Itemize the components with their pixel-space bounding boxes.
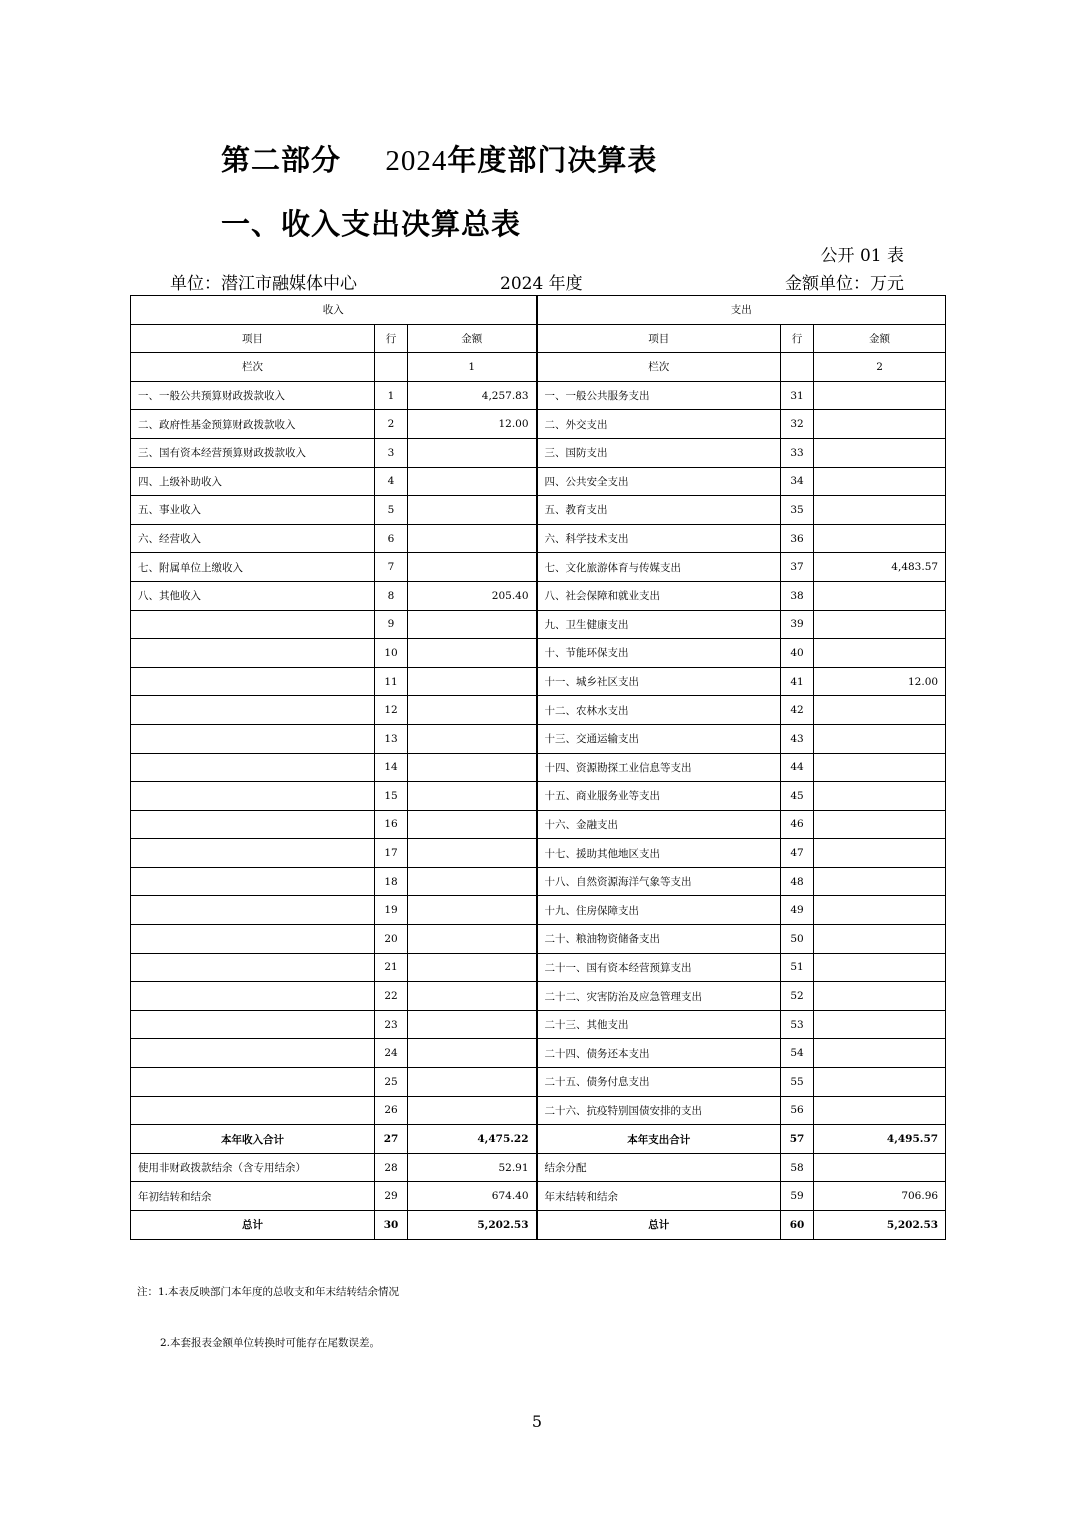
income-amount-cell xyxy=(408,438,537,467)
income-item-cell xyxy=(131,867,375,896)
expense-item-cell: 九、卫生健康支出 xyxy=(537,610,781,639)
table-row xyxy=(131,953,946,982)
income-item-cell xyxy=(131,1039,375,1068)
expense-item-cell: 十、节能环保支出 xyxy=(537,639,781,668)
income-row-cell: 25 xyxy=(375,1068,408,1097)
expense-amount-cell: 5,202.53 xyxy=(814,1211,946,1240)
expense-amount-cell: 706.96 xyxy=(814,1182,946,1211)
income-row-cell: 19 xyxy=(375,896,408,925)
expense-amount-cell: 12.00 xyxy=(814,667,946,696)
expense-row-cell: 41 xyxy=(781,667,814,696)
income-amount-cell xyxy=(408,896,537,925)
expense-amount-cell xyxy=(814,524,946,553)
income-item-cell xyxy=(131,639,375,668)
expense-item-cell: 本年支出合计 xyxy=(537,1125,781,1154)
income-row-cell: 30 xyxy=(375,1211,408,1240)
income-item-cell xyxy=(131,667,375,696)
table-row xyxy=(131,1153,946,1182)
expense-item-cell: 二十二、灾害防治及应急管理支出 xyxy=(537,982,781,1011)
expense-row-cell: 33 xyxy=(781,438,814,467)
income-item-cell: 五、事业收入 xyxy=(131,496,375,525)
expense-amount-cell xyxy=(814,467,946,496)
expense-header: 支出 xyxy=(537,296,946,325)
table-row xyxy=(131,724,946,753)
expense-row-cell: 40 xyxy=(781,639,814,668)
income-row-cell: 20 xyxy=(375,925,408,954)
income-item-cell xyxy=(131,782,375,811)
table-number: 公开 01 表 xyxy=(820,246,904,266)
expense-item-cell: 十四、资源勘探工业信息等支出 xyxy=(537,753,781,782)
expense-item-cell: 六、科学技术支出 xyxy=(537,524,781,553)
income-row-cell: 14 xyxy=(375,753,408,782)
income-item-cell: 六、经营收入 xyxy=(131,524,375,553)
table-title: 一、收入支出决算总表 xyxy=(221,207,522,241)
income-item-cell: 本年收入合计 xyxy=(131,1125,375,1154)
expense-column-number: 2 xyxy=(814,353,946,382)
table-row xyxy=(131,1039,946,1068)
expense-item-cell: 十九、住房保障支出 xyxy=(537,896,781,925)
income-item-cell: 总计 xyxy=(131,1211,375,1240)
income-item-cell: 使用非财政拨款结余（含专用结余） xyxy=(131,1153,375,1182)
income-amount-cell: 52.91 xyxy=(408,1153,537,1182)
income-item-cell xyxy=(131,1010,375,1039)
income-amount-cell xyxy=(408,810,537,839)
year-label: 2024 年度 xyxy=(500,274,583,294)
page-number: 5 xyxy=(531,1412,543,1431)
expense-row-cell: 52 xyxy=(781,982,814,1011)
table-row xyxy=(131,639,946,668)
expense-amount-cell xyxy=(814,1068,946,1097)
income-item-cell xyxy=(131,839,375,868)
expense-row-cell: 31 xyxy=(781,381,814,410)
table-row xyxy=(131,1125,946,1154)
expense-amount-cell xyxy=(814,496,946,525)
expense-item-cell: 二十三、其他支出 xyxy=(537,1010,781,1039)
income-row-cell: 26 xyxy=(375,1096,408,1125)
income-item-cell: 八、其他收入 xyxy=(131,581,375,610)
table-row xyxy=(131,381,946,410)
expense-row-cell: 50 xyxy=(781,925,814,954)
table-row xyxy=(131,410,946,439)
expense-item-cell: 十三、交通运输支出 xyxy=(537,724,781,753)
income-amount-cell: 4,475.22 xyxy=(408,1125,537,1154)
unit-label: 单位：潜江市融媒体中心 xyxy=(170,274,357,294)
expense-amount-cell xyxy=(814,1096,946,1125)
income-amount-cell xyxy=(408,1010,537,1039)
income-item-cell: 四、上级补助收入 xyxy=(131,467,375,496)
expense-item-cell: 总计 xyxy=(537,1211,781,1240)
income-item-cell xyxy=(131,696,375,725)
expense-amount-cell xyxy=(814,953,946,982)
expense-item-cell: 二十一、国有资本经营预算支出 xyxy=(537,953,781,982)
income-item-cell: 年初结转和结余 xyxy=(131,1182,375,1211)
income-item-cell xyxy=(131,1068,375,1097)
expense-amount-cell xyxy=(814,581,946,610)
expense-amount-cell: 4,483.57 xyxy=(814,553,946,582)
expense-item-cell: 二十六、抗疫特别国债安排的支出 xyxy=(537,1096,781,1125)
income-column-order-row xyxy=(375,353,408,382)
expense-row-cell: 44 xyxy=(781,753,814,782)
income-amount-cell xyxy=(408,1068,537,1097)
table-row xyxy=(131,667,946,696)
income-item-cell xyxy=(131,896,375,925)
income-amount-cell xyxy=(408,953,537,982)
expense-amount-cell: 4,495.57 xyxy=(814,1125,946,1154)
table-row xyxy=(131,867,946,896)
header-row-section xyxy=(131,296,946,325)
expense-item-cell: 十二、农林水支出 xyxy=(537,696,781,725)
expense-amount-cell xyxy=(814,753,946,782)
expense-amount-cell xyxy=(814,982,946,1011)
table-row xyxy=(131,1211,946,1240)
income-item-cell xyxy=(131,925,375,954)
income-amount-cell xyxy=(408,524,537,553)
expense-amount-cell xyxy=(814,610,946,639)
expense-row-cell: 42 xyxy=(781,696,814,725)
income-row-cell: 23 xyxy=(375,1010,408,1039)
income-amount-cell xyxy=(408,782,537,811)
table-row xyxy=(131,982,946,1011)
table-row xyxy=(131,810,946,839)
expense-row-cell: 34 xyxy=(781,467,814,496)
expense-row-cell: 56 xyxy=(781,1096,814,1125)
income-amount-header: 金额 xyxy=(408,324,537,353)
income-row-cell: 8 xyxy=(375,581,408,610)
expense-item-cell: 十五、商业服务业等支出 xyxy=(537,782,781,811)
table-row xyxy=(131,610,946,639)
expense-column-order-row xyxy=(781,353,814,382)
expense-row-cell: 59 xyxy=(781,1182,814,1211)
expense-amount-cell xyxy=(814,782,946,811)
income-item-cell xyxy=(131,810,375,839)
income-amount-cell xyxy=(408,753,537,782)
table-row xyxy=(131,553,946,582)
expense-amount-cell xyxy=(814,896,946,925)
expense-item-cell: 二十四、债务还本支出 xyxy=(537,1039,781,1068)
income-expense-table xyxy=(130,295,946,1240)
income-item-cell xyxy=(131,953,375,982)
income-amount-cell xyxy=(408,639,537,668)
income-row-cell: 28 xyxy=(375,1153,408,1182)
table-row xyxy=(131,524,946,553)
expense-row-cell: 55 xyxy=(781,1068,814,1097)
expense-amount-cell xyxy=(814,925,946,954)
expense-amount-cell xyxy=(814,839,946,868)
table-row xyxy=(131,782,946,811)
expense-row-cell: 47 xyxy=(781,839,814,868)
expense-row-cell: 39 xyxy=(781,610,814,639)
income-row-cell: 22 xyxy=(375,982,408,1011)
section-year: 2024 xyxy=(385,145,448,177)
income-amount-cell xyxy=(408,839,537,868)
expense-row-cell: 45 xyxy=(781,782,814,811)
expense-amount-cell xyxy=(814,810,946,839)
expense-row-cell: 51 xyxy=(781,953,814,982)
expense-item-cell: 十八、自然资源海洋气象等支出 xyxy=(537,867,781,896)
expense-item-cell: 四、公共安全支出 xyxy=(537,467,781,496)
income-item-header: 项目 xyxy=(131,324,375,353)
income-column-order: 栏次 xyxy=(131,353,375,382)
table-row xyxy=(131,1096,946,1125)
income-amount-cell xyxy=(408,496,537,525)
income-amount-cell xyxy=(408,467,537,496)
income-row-cell: 5 xyxy=(375,496,408,525)
expense-amount-cell xyxy=(814,696,946,725)
meta-row xyxy=(170,269,904,293)
income-item-cell xyxy=(131,724,375,753)
header-row-order xyxy=(131,353,946,382)
expense-row-cell: 37 xyxy=(781,553,814,582)
income-row-cell: 3 xyxy=(375,438,408,467)
expense-amount-header: 金额 xyxy=(814,324,946,353)
footnote-1: 注：1.本表反映部门本年度的总收支和年末结转结余情况 xyxy=(137,1286,400,1298)
expense-item-cell: 结余分配 xyxy=(537,1153,781,1182)
income-row-cell: 27 xyxy=(375,1125,408,1154)
income-item-cell xyxy=(131,753,375,782)
income-row-cell: 4 xyxy=(375,467,408,496)
expense-row-cell: 53 xyxy=(781,1010,814,1039)
table-row xyxy=(131,925,946,954)
expense-row-cell: 35 xyxy=(781,496,814,525)
table-row xyxy=(131,896,946,925)
expense-row-cell: 32 xyxy=(781,410,814,439)
expense-item-header: 项目 xyxy=(537,324,781,353)
income-row-cell: 2 xyxy=(375,410,408,439)
income-row-cell: 21 xyxy=(375,953,408,982)
expense-amount-cell xyxy=(814,438,946,467)
expense-row-cell: 36 xyxy=(781,524,814,553)
income-row-header: 行 xyxy=(375,324,408,353)
income-row-cell: 1 xyxy=(375,381,408,410)
expense-amount-cell xyxy=(814,1039,946,1068)
expense-item-cell: 五、教育支出 xyxy=(537,496,781,525)
income-row-cell: 15 xyxy=(375,782,408,811)
income-amount-cell xyxy=(408,667,537,696)
income-header: 收入 xyxy=(131,296,537,325)
income-row-cell: 18 xyxy=(375,867,408,896)
income-item-cell xyxy=(131,1096,375,1125)
expense-item-cell: 八、社会保障和就业支出 xyxy=(537,581,781,610)
income-row-cell: 6 xyxy=(375,524,408,553)
income-row-cell: 10 xyxy=(375,639,408,668)
income-item-cell xyxy=(131,610,375,639)
income-row-cell: 24 xyxy=(375,1039,408,1068)
expense-amount-cell xyxy=(814,867,946,896)
expense-item-cell: 二、外交支出 xyxy=(537,410,781,439)
table-row xyxy=(131,438,946,467)
income-item-cell: 二、政府性基金预算财政拨款收入 xyxy=(131,410,375,439)
footnote-2: 2.本套报表金额单位转换时可能存在尾数误差。 xyxy=(160,1337,381,1349)
income-item-cell: 三、国有资本经营预算财政拨款收入 xyxy=(131,438,375,467)
income-item-cell: 一、一般公共预算财政拨款收入 xyxy=(131,381,375,410)
income-row-cell: 29 xyxy=(375,1182,408,1211)
expense-amount-cell xyxy=(814,1153,946,1182)
expense-amount-cell xyxy=(814,724,946,753)
table-row xyxy=(131,839,946,868)
expense-row-cell: 46 xyxy=(781,810,814,839)
table-row xyxy=(131,496,946,525)
income-amount-cell xyxy=(408,610,537,639)
income-amount-cell: 12.00 xyxy=(408,410,537,439)
income-amount-cell: 674.40 xyxy=(408,1182,537,1211)
expense-item-cell: 年末结转和结余 xyxy=(537,1182,781,1211)
expense-item-cell: 二十五、债务付息支出 xyxy=(537,1068,781,1097)
table-row xyxy=(131,467,946,496)
income-amount-cell xyxy=(408,982,537,1011)
expense-item-cell: 十一、城乡社区支出 xyxy=(537,667,781,696)
expense-row-cell: 49 xyxy=(781,896,814,925)
table-row xyxy=(131,581,946,610)
expense-item-cell: 一、一般公共服务支出 xyxy=(537,381,781,410)
table-row xyxy=(131,1010,946,1039)
expense-item-cell: 三、国防支出 xyxy=(537,438,781,467)
expense-row-cell: 48 xyxy=(781,867,814,896)
expense-row-cell: 60 xyxy=(781,1211,814,1240)
section-title-rest: 年度部门决算表 xyxy=(447,143,658,177)
income-row-cell: 12 xyxy=(375,696,408,725)
income-amount-cell xyxy=(408,553,537,582)
expense-column-order: 栏次 xyxy=(537,353,781,382)
section-heading xyxy=(221,138,657,179)
income-amount-cell xyxy=(408,867,537,896)
expense-item-cell: 十七、援助其他地区支出 xyxy=(537,839,781,868)
expense-row-cell: 38 xyxy=(781,581,814,610)
expense-item-cell: 二十、粮油物资储备支出 xyxy=(537,925,781,954)
expense-row-cell: 58 xyxy=(781,1153,814,1182)
expense-amount-cell xyxy=(814,1010,946,1039)
income-amount-cell: 205.40 xyxy=(408,581,537,610)
income-row-cell: 16 xyxy=(375,810,408,839)
expense-row-cell: 43 xyxy=(781,724,814,753)
income-item-cell xyxy=(131,982,375,1011)
expense-row-cell: 57 xyxy=(781,1125,814,1154)
income-row-cell: 13 xyxy=(375,724,408,753)
income-amount-cell: 4,257.83 xyxy=(408,381,537,410)
income-amount-cell xyxy=(408,925,537,954)
expense-amount-cell xyxy=(814,410,946,439)
income-row-cell: 9 xyxy=(375,610,408,639)
income-amount-cell xyxy=(408,724,537,753)
income-row-cell: 17 xyxy=(375,839,408,868)
income-row-cell: 7 xyxy=(375,553,408,582)
header-row-columns xyxy=(131,324,946,353)
expense-amount-cell xyxy=(814,381,946,410)
expense-row-header: 行 xyxy=(781,324,814,353)
income-row-cell: 11 xyxy=(375,667,408,696)
income-amount-cell xyxy=(408,1039,537,1068)
table-row xyxy=(131,753,946,782)
income-amount-cell: 5,202.53 xyxy=(408,1211,537,1240)
expense-item-cell: 七、文化旅游体育与传媒支出 xyxy=(537,553,781,582)
income-amount-cell xyxy=(408,1096,537,1125)
income-amount-cell xyxy=(408,696,537,725)
income-column-number: 1 xyxy=(408,353,537,382)
money-unit-label: 金额单位：万元 xyxy=(785,274,904,294)
table-row xyxy=(131,1182,946,1211)
expense-item-cell: 十六、金融支出 xyxy=(537,810,781,839)
section-part-label: 第二部分 xyxy=(221,143,342,177)
table-row xyxy=(131,1068,946,1097)
income-item-cell: 七、附属单位上缴收入 xyxy=(131,553,375,582)
table-row xyxy=(131,696,946,725)
expense-amount-cell xyxy=(814,639,946,668)
expense-row-cell: 54 xyxy=(781,1039,814,1068)
